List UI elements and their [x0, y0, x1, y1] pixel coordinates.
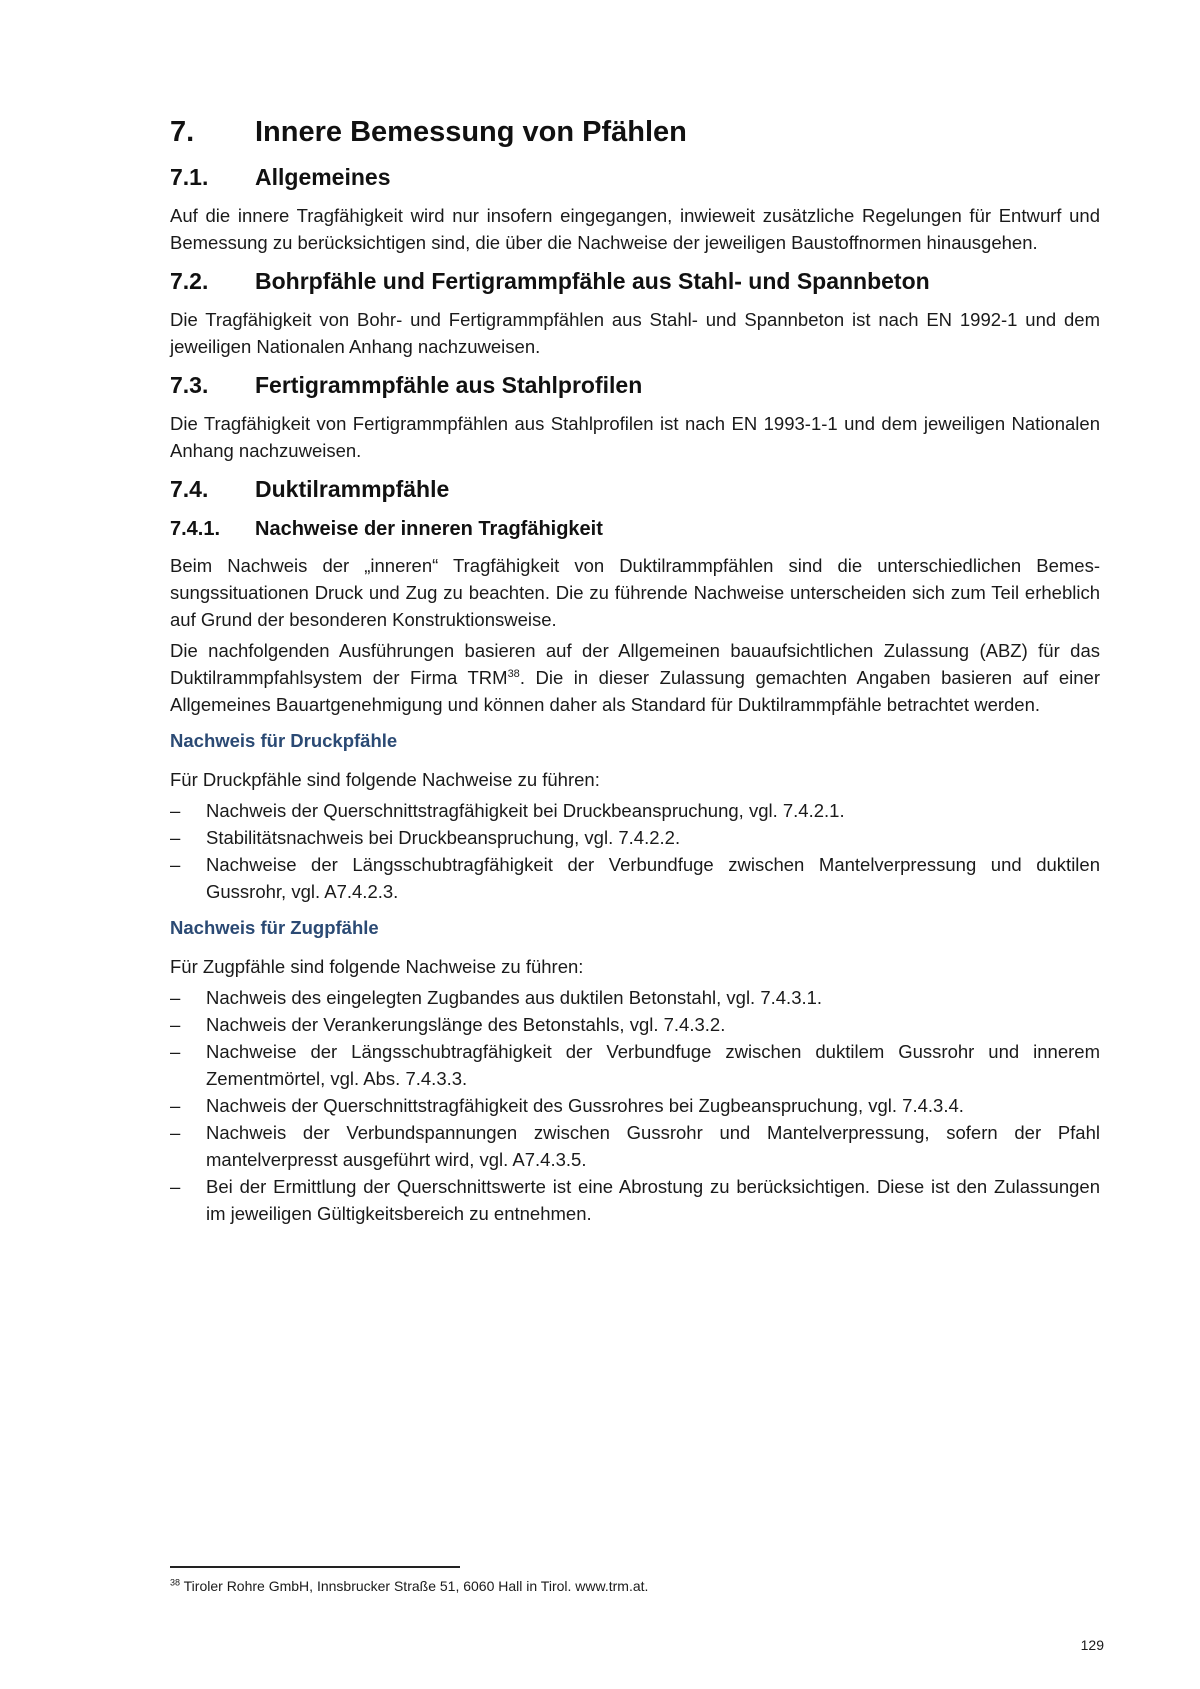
footnote-divider — [170, 1566, 460, 1568]
list-item: – Nachweise der Längsschubtragfähigkeit der Verbundfuge zwischen Mantelverpressung und duktilen Gussrohr, vgl. A7.4.2.3. — [170, 851, 1100, 905]
section-number: 7.1. — [170, 164, 209, 190]
list-item: – Nachweis der Querschnittstragfähigkeit des Gussrohres bei Zugbeanspruchung, vgl. 7.4.3.4. — [170, 1092, 1100, 1119]
section-title: Allgemeines — [255, 164, 391, 190]
list-item: – Nachweis des eingelegten Zugbandes aus duktilen Betonstahl, vgl. 7.4.3.1. — [170, 984, 1100, 1011]
heading-section-7-3 — [170, 368, 1100, 402]
section-title: Bohrpfähle und Fertigrammpfähle aus Stahl- und Spannbeton — [255, 268, 930, 294]
subheading-zugpfaehle: Nachweis für Zugpfähle — [170, 917, 379, 938]
section-number: 7.3. — [170, 372, 209, 398]
druck-list — [170, 797, 1100, 905]
paragraph-abz-after: . Die in dieser Zulassung gemachten Angaben basieren auf einer Allgemeines Bauartgenehmigung und können daher als Standard für Duktilrammpfähle betrachtet werden. — [170, 667, 1100, 715]
heading-section-7-4 — [170, 472, 1100, 506]
section-number: 7.2. — [170, 268, 209, 294]
footnote-marker: 38 — [170, 1577, 181, 1588]
page-number: 129 — [1080, 1637, 1104, 1653]
section-title: Duktilrammpfähle — [255, 476, 450, 502]
subheading-druckpfaehle: Nachweis für Druckpfähle — [170, 730, 398, 751]
list-item: – Nachweis der Verankerungslänge des Betonstahls, vgl. 7.4.3.2. — [170, 1011, 1100, 1038]
list-item: – Nachweis der Verbundspannungen zwischen Gussrohr und Mantelverpressung, sofern der Pfahl mantelverpresst ausgeführt wird, vgl. A7.4.3.5. — [170, 1119, 1100, 1173]
section-number: 7.4.1. — [170, 518, 221, 540]
zug-list — [170, 984, 1100, 1227]
paragraph-abz — [170, 637, 1100, 718]
section-title: Innere Bemessung von Pfählen — [255, 116, 687, 148]
paragraph-bohrpfaehle: Die Tragfähigkeit von Bohr- und Fertigrammpfählen aus Stahl- und Spannbeton ist nach EN 1992-1 und dem jeweiligen Nationalen Anhang nachzuweisen. — [170, 309, 1100, 357]
heading-section-7-4-1 — [170, 514, 1100, 544]
heading-section-7-1 — [170, 160, 1100, 194]
zug-intro: Für Zugpfähle sind folgende Nachweise zu führen: — [170, 956, 584, 977]
section-number: 7.4. — [170, 476, 209, 502]
paragraph-stahlprofile: Die Tragfähigkeit von Fertigrammpfählen aus Stahlprofilen ist nach EN 1993-1-1 und dem jeweiligen Nationalen Anhang nachzuweisen. — [170, 413, 1100, 461]
list-item: – Nachweis der Querschnittstragfähigkeit bei Druckbeanspruchung, vgl. 7.4.2.1. — [170, 797, 1100, 824]
druck-intro: Für Druckpfähle sind folgende Nachweise zu führen: — [170, 769, 600, 790]
paragraph-abz-before: Die nachfolgenden Ausführungen basieren auf der Allgemeinen bauaufsichtlichen Zulassung (ABZ) für das Duktilrammpfahlsystem der Firma TRM — [170, 640, 1100, 688]
section-title: Nachweise der inneren Tragfähigkeit — [255, 518, 603, 540]
heading-section-7-2 — [170, 264, 1100, 298]
document-page — [170, 112, 1100, 1227]
section-title: Fertigrammpfähle aus Stahlprofilen — [255, 372, 643, 398]
footnote-text: Tiroler Rohre GmbH, Innsbrucker Straße 51, 6060 Hall in Tirol. www.trm.at. — [180, 1578, 649, 1594]
paragraph-nachweis-intro: Beim Nachweis der „inneren“ Tragfähigkeit von Duktilrammpfählen sind die unterschiedlichen Bemessungssituationen Druck und Zug zu beachten. Die zu führende Nachweise unterscheiden sich zum Teil erheblich auf Grund der besonderen Konstruktionsweise. — [170, 555, 1100, 630]
footnote — [170, 1576, 648, 1596]
list-item: – Stabilitätsnachweis bei Druckbeanspruchung, vgl. 7.4.2.2. — [170, 824, 1100, 851]
paragraph-allgemeines: Auf die innere Tragfähigkeit wird nur insofern eingegangen, inwieweit zusätzliche Regelungen für Entwurf und Bemessung zu berücksichtigen sind, die über die Nachweise der jeweiligen Baustoffnormen hinausgehen. — [170, 205, 1100, 253]
section-number: 7. — [170, 116, 195, 148]
footnote-reference[interactable]: 38 — [507, 667, 520, 680]
list-item: – Nachweise der Längsschubtragfähigkeit der Verbundfuge zwischen duktilem Gussrohr und innerem Zementmörtel, vgl. Abs. 7.4.3.3. — [170, 1038, 1100, 1092]
list-item: – Bei der Ermittlung der Querschnittswerte ist eine Abrostung zu berücksichtigen. Diese ist den Zulassungen im jeweiligen Gültigkeitsbereich zu entnehmen. — [170, 1173, 1100, 1227]
heading-section-7 — [170, 112, 1100, 152]
